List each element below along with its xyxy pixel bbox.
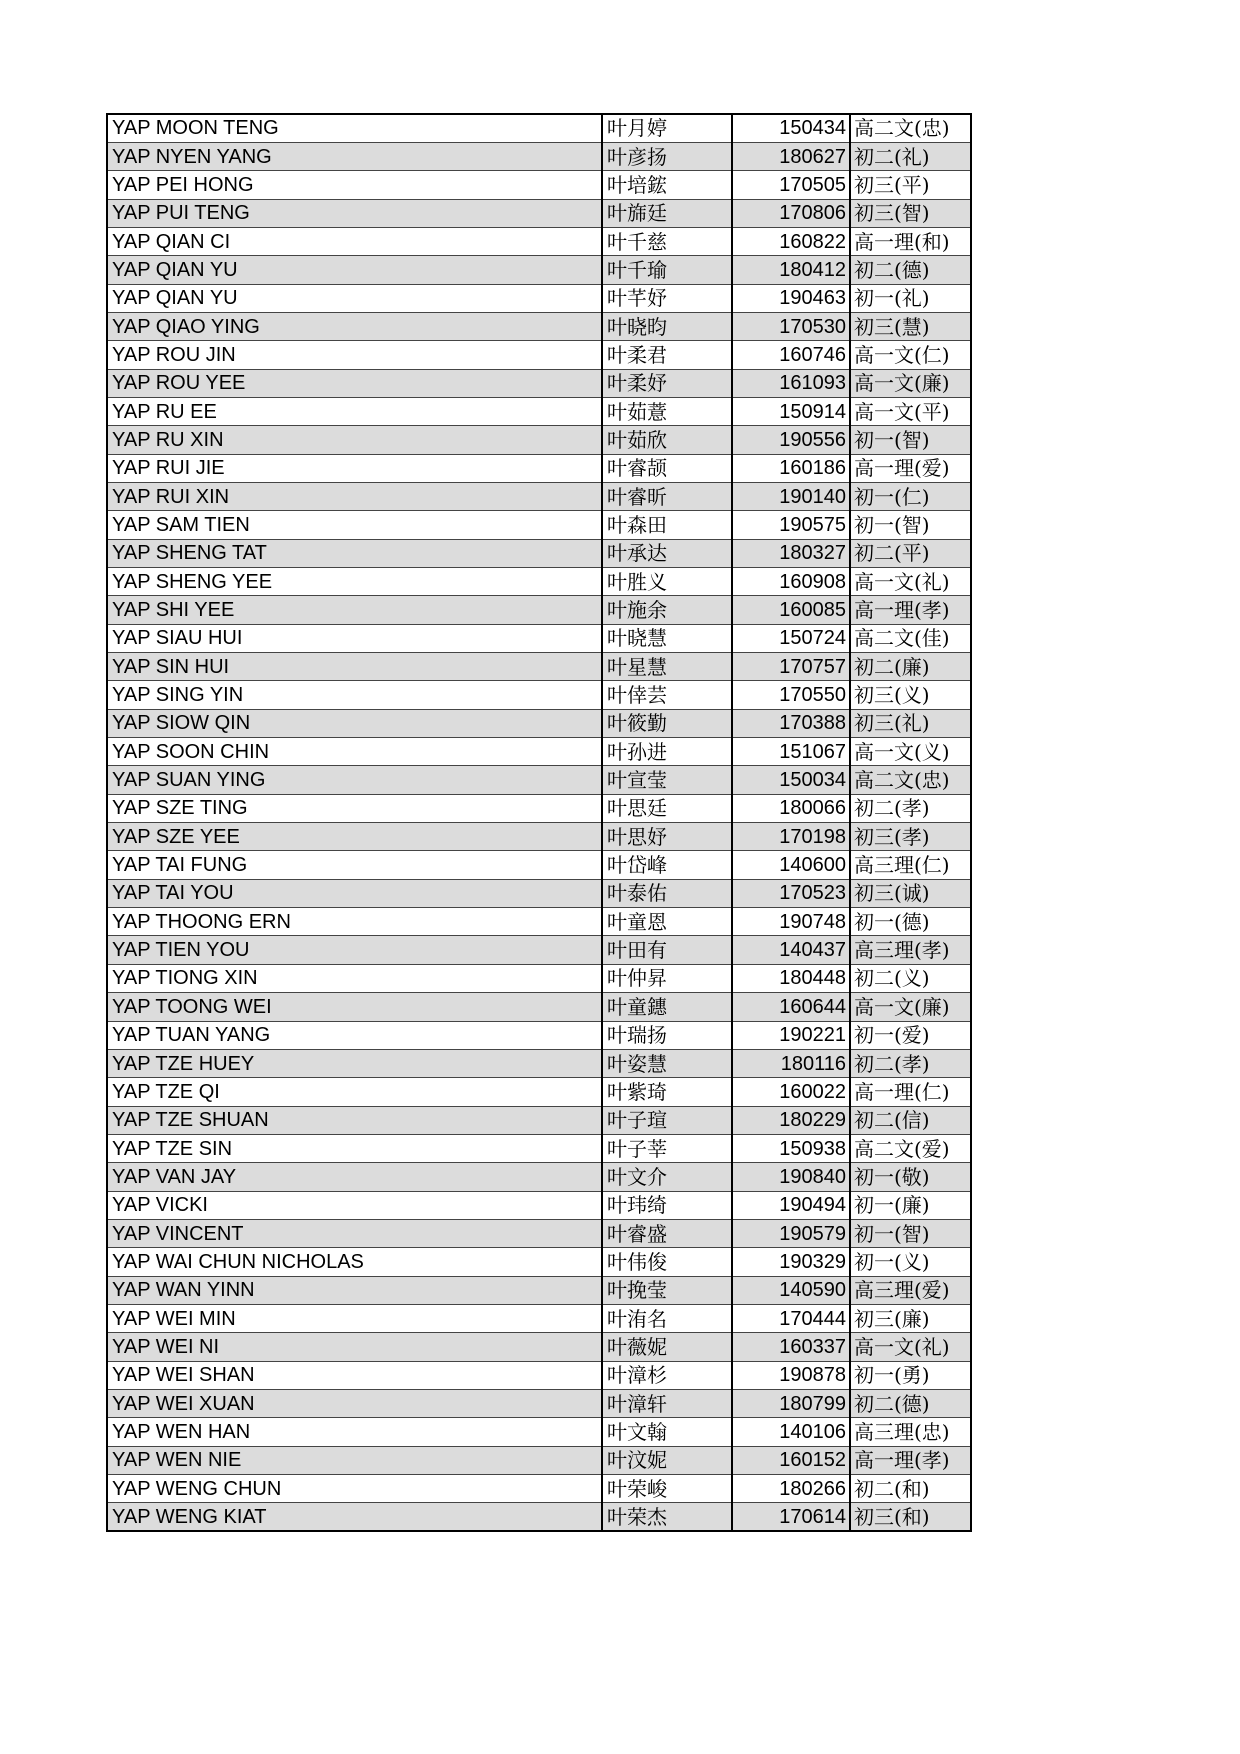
chinese-name-cell: 叶睿昕 <box>602 482 732 510</box>
table-row <box>107 1134 971 1162</box>
chinese-name-cell: 叶宣莹 <box>602 766 732 794</box>
class-cell: 初二(信) <box>850 1106 971 1134</box>
chinese-name-cell: 叶彦扬 <box>602 142 732 170</box>
student-id-cell: 190463 <box>732 284 850 312</box>
class-cell: 初三(平) <box>850 171 971 199</box>
table-row <box>107 171 971 199</box>
student-name-cell: YAP WEI NI <box>107 1333 602 1361</box>
class-cell: 初三(义) <box>850 681 971 709</box>
table-row <box>107 426 971 454</box>
table-row <box>107 709 971 737</box>
table-row <box>107 653 971 681</box>
student-table <box>106 113 972 1532</box>
class-cell: 初一(廉) <box>850 1191 971 1219</box>
chinese-name-cell: 叶仲昇 <box>602 964 732 992</box>
student-name-cell: YAP TAI FUNG <box>107 851 602 879</box>
class-cell: 高一文(义) <box>850 738 971 766</box>
student-id-cell: 180066 <box>732 794 850 822</box>
table-row <box>107 568 971 596</box>
table-row <box>107 964 971 992</box>
class-cell: 初一(仁) <box>850 482 971 510</box>
class-cell: 初一(敬) <box>850 1163 971 1191</box>
class-cell: 初一(德) <box>850 908 971 936</box>
student-id-cell: 170388 <box>732 709 850 737</box>
student-id-cell: 150034 <box>732 766 850 794</box>
chinese-name-cell: 叶紫琦 <box>602 1078 732 1106</box>
student-name-cell: YAP WEN NIE <box>107 1446 602 1474</box>
chinese-name-cell: 叶柔妤 <box>602 369 732 397</box>
table-row <box>107 993 971 1021</box>
student-name-cell: YAP SIOW QIN <box>107 709 602 737</box>
chinese-name-cell: 叶田有 <box>602 936 732 964</box>
chinese-name-cell: 叶茹欣 <box>602 426 732 454</box>
chinese-name-cell: 叶睿颉 <box>602 454 732 482</box>
student-name-cell: YAP TIEN YOU <box>107 936 602 964</box>
table-row <box>107 1446 971 1474</box>
student-name-cell: YAP RUI XIN <box>107 482 602 510</box>
table-row <box>107 1163 971 1191</box>
student-name-cell: YAP WENG CHUN <box>107 1475 602 1503</box>
student-name-cell: YAP WEI XUAN <box>107 1389 602 1417</box>
chinese-name-cell: 叶晓昀 <box>602 312 732 340</box>
table-row <box>107 1389 971 1417</box>
table-row <box>107 227 971 255</box>
chinese-name-cell: 叶芊妤 <box>602 284 732 312</box>
student-id-cell: 170550 <box>732 681 850 709</box>
table-row <box>107 794 971 822</box>
student-name-cell: YAP SAM TIEN <box>107 511 602 539</box>
student-id-cell: 170806 <box>732 199 850 227</box>
chinese-name-cell: 叶筱勤 <box>602 709 732 737</box>
student-id-cell: 160746 <box>732 341 850 369</box>
table-row <box>107 284 971 312</box>
student-id-cell: 180327 <box>732 539 850 567</box>
student-name-cell: YAP SIN HUI <box>107 653 602 681</box>
student-id-cell: 170614 <box>732 1503 850 1531</box>
class-cell: 初三(慧) <box>850 312 971 340</box>
student-id-cell: 150434 <box>732 114 850 142</box>
chinese-name-cell: 叶伟俊 <box>602 1248 732 1276</box>
student-id-cell: 160337 <box>732 1333 850 1361</box>
table-row <box>107 1503 971 1531</box>
class-cell: 高一理(仁) <box>850 1078 971 1106</box>
student-name-cell: YAP RUI JIE <box>107 454 602 482</box>
student-name-cell: YAP NYEN YANG <box>107 142 602 170</box>
chinese-name-cell: 叶洧名 <box>602 1304 732 1332</box>
table-row <box>107 312 971 340</box>
table-row <box>107 369 971 397</box>
chinese-name-cell: 叶文翰 <box>602 1418 732 1446</box>
student-id-cell: 180627 <box>732 142 850 170</box>
student-id-cell: 170505 <box>732 171 850 199</box>
student-id-cell: 180799 <box>732 1389 850 1417</box>
student-id-cell: 170523 <box>732 879 850 907</box>
student-id-cell: 160908 <box>732 568 850 596</box>
student-name-cell: YAP SING YIN <box>107 681 602 709</box>
student-id-cell: 150938 <box>732 1134 850 1162</box>
student-name-cell: YAP TZE SHUAN <box>107 1106 602 1134</box>
table-row <box>107 199 971 227</box>
chinese-name-cell: 叶千慈 <box>602 227 732 255</box>
class-cell: 初三(孝) <box>850 823 971 851</box>
student-id-cell: 170757 <box>732 653 850 681</box>
table-row <box>107 1304 971 1332</box>
chinese-name-cell: 叶千瑜 <box>602 256 732 284</box>
table-row <box>107 1276 971 1304</box>
table-row <box>107 397 971 425</box>
class-cell: 高二文(佳) <box>850 624 971 652</box>
chinese-name-cell: 叶瑞扬 <box>602 1021 732 1049</box>
student-name-cell: YAP SHENG TAT <box>107 539 602 567</box>
chinese-name-cell: 叶荣峻 <box>602 1475 732 1503</box>
chinese-name-cell: 叶童鏸 <box>602 993 732 1021</box>
class-cell: 初一(智) <box>850 426 971 454</box>
chinese-name-cell: 叶挽莹 <box>602 1276 732 1304</box>
class-cell: 初二(孝) <box>850 794 971 822</box>
chinese-name-cell: 叶胜义 <box>602 568 732 596</box>
class-cell: 高三理(仁) <box>850 851 971 879</box>
chinese-name-cell: 叶童恩 <box>602 908 732 936</box>
chinese-name-cell: 叶茹薏 <box>602 397 732 425</box>
student-name-cell: YAP SHI YEE <box>107 596 602 624</box>
class-cell: 初三(廉) <box>850 1304 971 1332</box>
student-name-cell: YAP TIONG XIN <box>107 964 602 992</box>
student-name-cell: YAP QIAN YU <box>107 256 602 284</box>
student-name-cell: YAP VINCENT <box>107 1219 602 1247</box>
student-name-cell: YAP TUAN YANG <box>107 1021 602 1049</box>
class-cell: 初二(和) <box>850 1475 971 1503</box>
chinese-name-cell: 叶思廷 <box>602 794 732 822</box>
student-name-cell: YAP SZE YEE <box>107 823 602 851</box>
chinese-name-cell: 叶孙进 <box>602 738 732 766</box>
class-cell: 初三(和) <box>850 1503 971 1531</box>
student-id-cell: 150724 <box>732 624 850 652</box>
class-cell: 初三(礼) <box>850 709 971 737</box>
student-name-cell: YAP TZE HUEY <box>107 1049 602 1077</box>
chinese-name-cell: 叶思妤 <box>602 823 732 851</box>
table-row <box>107 1106 971 1134</box>
chinese-name-cell: 叶漳轩 <box>602 1389 732 1417</box>
student-id-cell: 140437 <box>732 936 850 964</box>
student-name-cell: YAP SHENG YEE <box>107 568 602 596</box>
student-id-cell: 190221 <box>732 1021 850 1049</box>
student-id-cell: 160085 <box>732 596 850 624</box>
class-cell: 初一(智) <box>850 1219 971 1247</box>
student-name-cell: YAP MOON TENG <box>107 114 602 142</box>
student-id-cell: 190840 <box>732 1163 850 1191</box>
chinese-name-cell: 叶月婷 <box>602 114 732 142</box>
class-cell: 初二(义) <box>850 964 971 992</box>
class-cell: 高三理(忠) <box>850 1418 971 1446</box>
student-name-cell: YAP VAN JAY <box>107 1163 602 1191</box>
class-cell: 高一文(仁) <box>850 341 971 369</box>
class-cell: 高一文(礼) <box>850 568 971 596</box>
student-id-cell: 140590 <box>732 1276 850 1304</box>
class-cell: 高一理(孝) <box>850 596 971 624</box>
class-cell: 初二(礼) <box>850 142 971 170</box>
student-id-cell: 140106 <box>732 1418 850 1446</box>
student-name-cell: YAP WEN HAN <box>107 1418 602 1446</box>
class-cell: 初三(智) <box>850 199 971 227</box>
student-id-cell: 190556 <box>732 426 850 454</box>
class-cell: 高一文(廉) <box>850 369 971 397</box>
chinese-name-cell: 叶岱峰 <box>602 851 732 879</box>
student-name-cell: YAP RU XIN <box>107 426 602 454</box>
table-row <box>107 1049 971 1077</box>
student-id-cell: 180448 <box>732 964 850 992</box>
student-name-cell: YAP SIAU HUI <box>107 624 602 652</box>
chinese-name-cell: 叶星慧 <box>602 653 732 681</box>
student-name-cell: YAP SUAN YING <box>107 766 602 794</box>
chinese-name-cell: 叶漳杉 <box>602 1361 732 1389</box>
class-cell: 高二文(忠) <box>850 766 971 794</box>
student-id-cell: 151067 <box>732 738 850 766</box>
student-name-cell: YAP TOONG WEI <box>107 993 602 1021</box>
student-id-cell: 150914 <box>732 397 850 425</box>
chinese-name-cell: 叶柔君 <box>602 341 732 369</box>
student-id-cell: 170198 <box>732 823 850 851</box>
student-id-cell: 161093 <box>732 369 850 397</box>
student-id-cell: 180229 <box>732 1106 850 1134</box>
table-row <box>107 1191 971 1219</box>
class-cell: 高一文(廉) <box>850 993 971 1021</box>
table-row <box>107 879 971 907</box>
chinese-name-cell: 叶子莘 <box>602 1134 732 1162</box>
table-row <box>107 1475 971 1503</box>
student-id-cell: 190575 <box>732 511 850 539</box>
table-row <box>107 1219 971 1247</box>
student-id-cell: 160152 <box>732 1446 850 1474</box>
class-cell: 初一(爱) <box>850 1021 971 1049</box>
chinese-name-cell: 叶施余 <box>602 596 732 624</box>
class-cell: 初二(平) <box>850 539 971 567</box>
table-row <box>107 482 971 510</box>
student-id-cell: 180266 <box>732 1475 850 1503</box>
student-id-cell: 180116 <box>732 1049 850 1077</box>
class-cell: 初一(勇) <box>850 1361 971 1389</box>
table-row <box>107 908 971 936</box>
chinese-name-cell: 叶泰佑 <box>602 879 732 907</box>
class-cell: 初一(礼) <box>850 284 971 312</box>
student-id-cell: 190140 <box>732 482 850 510</box>
table-row <box>107 823 971 851</box>
student-id-cell: 190494 <box>732 1191 850 1219</box>
student-name-cell: YAP TZE QI <box>107 1078 602 1106</box>
chinese-name-cell: 叶薇妮 <box>602 1333 732 1361</box>
table-row <box>107 1248 971 1276</box>
table-row <box>107 1418 971 1446</box>
student-id-cell: 190878 <box>732 1361 850 1389</box>
student-id-cell: 140600 <box>732 851 850 879</box>
student-name-cell: YAP ROU YEE <box>107 369 602 397</box>
class-cell: 初二(廉) <box>850 653 971 681</box>
student-name-cell: YAP SOON CHIN <box>107 738 602 766</box>
class-cell: 高三理(孝) <box>850 936 971 964</box>
table-row <box>107 341 971 369</box>
chinese-name-cell: 叶子瑄 <box>602 1106 732 1134</box>
chinese-name-cell: 叶汶妮 <box>602 1446 732 1474</box>
table-row <box>107 766 971 794</box>
table-row <box>107 936 971 964</box>
table-row <box>107 851 971 879</box>
class-cell: 高一理(孝) <box>850 1446 971 1474</box>
table-row <box>107 596 971 624</box>
table-row <box>107 142 971 170</box>
chinese-name-cell: 叶倖芸 <box>602 681 732 709</box>
table-row <box>107 624 971 652</box>
table-row <box>107 511 971 539</box>
student-name-cell: YAP SZE TING <box>107 794 602 822</box>
class-cell: 初二(德) <box>850 256 971 284</box>
class-cell: 高二文(爱) <box>850 1134 971 1162</box>
student-id-cell: 160022 <box>732 1078 850 1106</box>
chinese-name-cell: 叶睿盛 <box>602 1219 732 1247</box>
class-cell: 高一文(平) <box>850 397 971 425</box>
student-name-cell: YAP WEI MIN <box>107 1304 602 1332</box>
chinese-name-cell: 叶玮绮 <box>602 1191 732 1219</box>
student-name-cell: YAP THOONG ERN <box>107 908 602 936</box>
class-cell: 初一(智) <box>850 511 971 539</box>
chinese-name-cell: 叶晓慧 <box>602 624 732 652</box>
student-id-cell: 190579 <box>732 1219 850 1247</box>
student-name-cell: YAP ROU JIN <box>107 341 602 369</box>
table-row <box>107 1361 971 1389</box>
student-name-cell: YAP WAN YINN <box>107 1276 602 1304</box>
student-name-cell: YAP PEI HONG <box>107 171 602 199</box>
student-name-cell: YAP WAI CHUN NICHOLAS <box>107 1248 602 1276</box>
student-id-cell: 160822 <box>732 227 850 255</box>
class-cell: 高一文(礼) <box>850 1333 971 1361</box>
class-cell: 高一理(和) <box>850 227 971 255</box>
student-name-cell: YAP QIAN YU <box>107 284 602 312</box>
chinese-name-cell: 叶荣杰 <box>602 1503 732 1531</box>
student-name-cell: YAP VICKI <box>107 1191 602 1219</box>
student-name-cell: YAP QIAO YING <box>107 312 602 340</box>
student-name-cell: YAP TZE SIN <box>107 1134 602 1162</box>
table-row <box>107 1021 971 1049</box>
student-name-cell: YAP PUI TENG <box>107 199 602 227</box>
table-row <box>107 539 971 567</box>
chinese-name-cell: 叶旆廷 <box>602 199 732 227</box>
student-id-cell: 170530 <box>732 312 850 340</box>
student-id-cell: 190748 <box>732 908 850 936</box>
chinese-name-cell: 叶森田 <box>602 511 732 539</box>
class-cell: 初一(义) <box>850 1248 971 1276</box>
chinese-name-cell: 叶姿慧 <box>602 1049 732 1077</box>
student-name-cell: YAP QIAN CI <box>107 227 602 255</box>
class-cell: 高二文(忠) <box>850 114 971 142</box>
class-cell: 高一理(爱) <box>850 454 971 482</box>
student-id-cell: 180412 <box>732 256 850 284</box>
class-cell: 高三理(爱) <box>850 1276 971 1304</box>
student-id-cell: 160186 <box>732 454 850 482</box>
table-row <box>107 738 971 766</box>
class-cell: 初三(诚) <box>850 879 971 907</box>
student-name-cell: YAP WENG KIAT <box>107 1503 602 1531</box>
class-cell: 初二(孝) <box>850 1049 971 1077</box>
student-name-cell: YAP RU EE <box>107 397 602 425</box>
student-name-cell: YAP TAI YOU <box>107 879 602 907</box>
table-row <box>107 1078 971 1106</box>
table-row <box>107 681 971 709</box>
table-row <box>107 1333 971 1361</box>
table-row <box>107 114 971 142</box>
student-id-cell: 170444 <box>732 1304 850 1332</box>
chinese-name-cell: 叶培鋐 <box>602 171 732 199</box>
class-cell: 初二(德) <box>850 1389 971 1417</box>
student-name-cell: YAP WEI SHAN <box>107 1361 602 1389</box>
chinese-name-cell: 叶文介 <box>602 1163 732 1191</box>
table-row <box>107 454 971 482</box>
student-id-cell: 190329 <box>732 1248 850 1276</box>
chinese-name-cell: 叶承达 <box>602 539 732 567</box>
table-row <box>107 256 971 284</box>
student-id-cell: 160644 <box>732 993 850 1021</box>
table-body <box>107 114 971 1531</box>
